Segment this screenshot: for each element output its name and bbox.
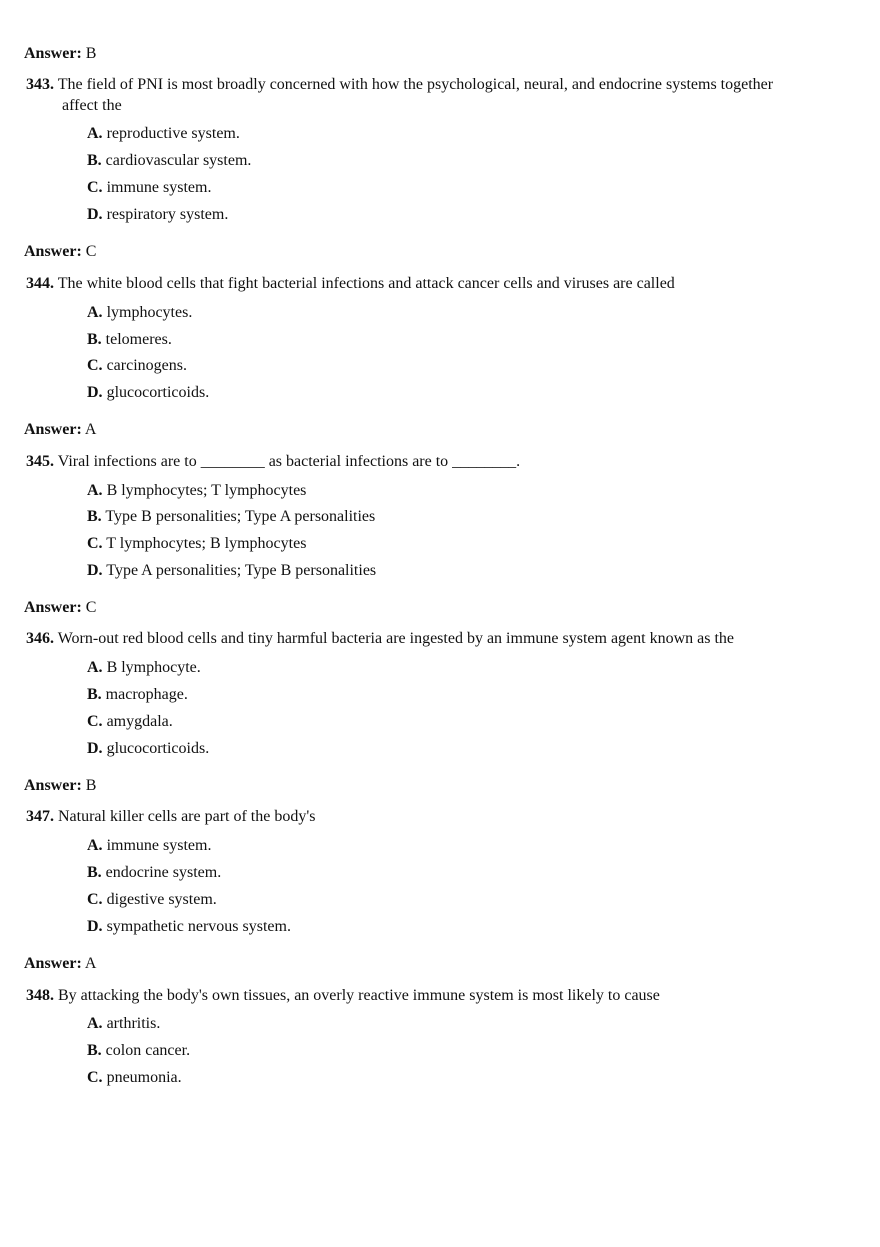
answer-label: Answer: (24, 599, 82, 616)
option-text: glucocorticoids. (106, 384, 210, 401)
question-343 (26, 74, 856, 116)
option-text: respiratory system. (106, 206, 229, 223)
option-letter: A. (87, 659, 103, 676)
option-letter: C. (87, 713, 103, 730)
question-number: 348. (26, 987, 54, 1004)
option-a (87, 836, 211, 856)
option-c (87, 1068, 182, 1088)
option-d (87, 205, 228, 225)
option-text: digestive system. (106, 891, 217, 908)
option-text: sympathetic nervous system. (106, 918, 291, 935)
answer-value: A (84, 421, 97, 438)
option-letter: A. (87, 125, 103, 142)
question-text: Natural killer cells are part of the body's (58, 808, 316, 825)
option-b (87, 685, 188, 705)
question-344 (26, 273, 856, 294)
answer-label: Answer: (24, 243, 82, 260)
question-348 (26, 985, 856, 1006)
answer-value: C (85, 599, 97, 616)
option-letter: D. (87, 384, 103, 401)
question-text: Worn-out red blood cells and tiny harmful bacteria are ingested by an immune system agent known as the (57, 630, 735, 647)
option-a (87, 124, 240, 144)
question-346 (26, 628, 856, 649)
answer-line (24, 776, 96, 796)
option-d (87, 917, 291, 937)
option-a (87, 658, 201, 678)
option-b (87, 151, 251, 171)
option-letter: B. (87, 1042, 102, 1059)
answer-value: B (85, 45, 97, 62)
option-letter: D. (87, 918, 103, 935)
question-text: The white blood cells that fight bacterial infections and attack cancer cells and viruses are called (57, 275, 675, 292)
option-a (87, 303, 192, 323)
option-text: telomeres. (105, 331, 172, 348)
question-number: 345. (26, 453, 54, 470)
option-text: amygdala. (106, 713, 173, 730)
option-letter: A. (87, 837, 103, 854)
question-number: 343. (26, 76, 54, 93)
option-text: macrophage. (105, 686, 188, 703)
option-c (87, 534, 306, 554)
option-b (87, 1041, 190, 1061)
option-letter: A. (87, 304, 103, 321)
option-text: reproductive system. (106, 125, 240, 142)
option-c (87, 356, 187, 376)
option-text: pneumonia. (106, 1069, 182, 1086)
question-number: 346. (26, 630, 54, 647)
question-345 (26, 451, 856, 472)
option-text: immune system. (106, 837, 212, 854)
option-d (87, 561, 376, 581)
question-text: The field of PNI is most broadly concerned with how the psychological, neural, and endocrine systems together (57, 76, 774, 93)
option-text: colon cancer. (105, 1042, 191, 1059)
option-text: B lymphocytes; T lymphocytes (106, 482, 307, 499)
option-letter: C. (87, 357, 103, 374)
option-c (87, 178, 211, 198)
option-text: immune system. (106, 179, 212, 196)
option-text: cardiovascular system. (105, 152, 252, 169)
option-letter: B. (87, 152, 102, 169)
option-text: endocrine system. (105, 864, 222, 881)
option-c (87, 712, 173, 732)
option-letter: D. (87, 562, 103, 579)
option-letter: A. (87, 1015, 103, 1032)
option-letter: A. (87, 482, 103, 499)
option-letter: C. (87, 179, 103, 196)
option-text: Type A personalities; Type B personalities (106, 562, 377, 579)
question-number: 344. (26, 275, 54, 292)
option-letter: D. (87, 740, 103, 757)
question-text-continued: affect the (62, 97, 122, 114)
answer-line (24, 598, 96, 618)
option-text: glucocorticoids. (106, 740, 210, 757)
answer-label: Answer: (24, 777, 82, 794)
answer-line (24, 420, 96, 440)
option-b (87, 863, 221, 883)
answer-value: C (85, 243, 97, 260)
answer-line (24, 44, 96, 64)
option-text: carcinogens. (106, 357, 187, 374)
option-letter: D. (87, 206, 103, 223)
option-a (87, 481, 306, 501)
option-text: arthritis. (106, 1015, 161, 1032)
option-letter: C. (87, 891, 103, 908)
answer-value: A (84, 955, 97, 972)
option-text: lymphocytes. (106, 304, 193, 321)
answer-value: B (85, 777, 97, 794)
option-letter: B. (87, 508, 102, 525)
question-text: Viral infections are to ________ as bacterial infections are to ________. (57, 453, 521, 470)
option-text: T lymphocytes; B lymphocytes (106, 535, 307, 552)
answer-label: Answer: (24, 45, 82, 62)
option-text: B lymphocyte. (106, 659, 201, 676)
question-text: By attacking the body's own tissues, an overly reactive immune system is most likely to cause (58, 987, 660, 1004)
answer-line (24, 954, 96, 974)
option-letter: C. (87, 1069, 103, 1086)
answer-label: Answer: (24, 955, 82, 972)
option-letter: B. (87, 331, 102, 348)
option-a (87, 1014, 160, 1034)
answer-line (24, 242, 96, 262)
question-347 (26, 806, 856, 827)
option-d (87, 739, 209, 759)
option-b (87, 330, 172, 350)
question-number: 347. (26, 808, 54, 825)
option-b (87, 507, 375, 527)
option-letter: B. (87, 864, 102, 881)
option-d (87, 383, 209, 403)
option-c (87, 890, 217, 910)
option-letter: B. (87, 686, 102, 703)
option-letter: C. (87, 535, 103, 552)
option-text: Type B personalities; Type A personalities (105, 508, 376, 525)
answer-label: Answer: (24, 421, 82, 438)
